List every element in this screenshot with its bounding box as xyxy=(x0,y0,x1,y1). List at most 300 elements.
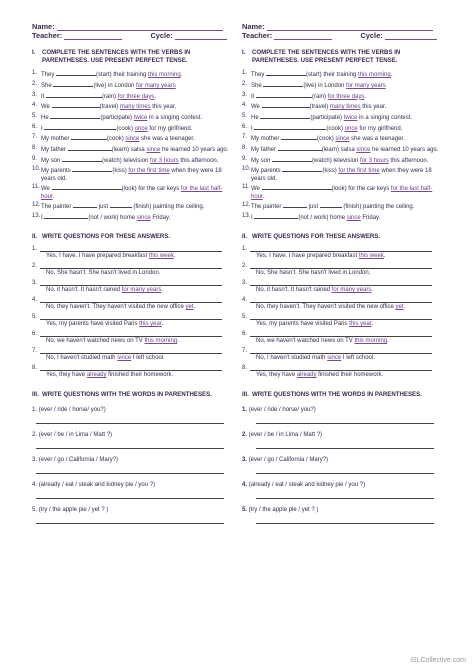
question-answer-line[interactable] xyxy=(250,329,432,337)
teacher-cycle-row xyxy=(242,31,442,40)
question-item xyxy=(242,278,442,295)
exercise-item xyxy=(32,213,232,222)
item-text: (live) in London xyxy=(303,82,347,89)
item-text: No. it hasn't. It hasn't rained xyxy=(46,286,122,293)
answer-blank[interactable] xyxy=(46,92,102,98)
prompt-item xyxy=(242,457,442,474)
item-number: 3. xyxy=(32,279,38,286)
underlined-time-expression: twice xyxy=(343,114,358,121)
given-answer xyxy=(32,337,232,346)
item-text: No. it hasn't. It hasn't rained xyxy=(256,286,332,293)
item-text: No, She hasn't. She hasn't lived in London. xyxy=(256,269,371,276)
answer-blank[interactable] xyxy=(266,70,306,76)
underlined-time-expression: this year xyxy=(349,320,372,327)
question-answer-line[interactable] xyxy=(40,312,222,320)
item-text: Yes, they have xyxy=(256,371,297,378)
item-text: My son xyxy=(251,157,273,164)
item-text: just xyxy=(97,204,110,211)
prompt-words: (already / eat / steak and kidney pie / you ?) xyxy=(248,481,366,488)
cycle-line xyxy=(385,32,437,40)
item-number: 7. xyxy=(242,134,248,141)
item-text: Yes, I have. I have prepared breakfast xyxy=(46,252,149,259)
item-number: 13. xyxy=(32,213,41,220)
item-text: . xyxy=(161,286,164,293)
prompt-item xyxy=(242,507,442,524)
question-item xyxy=(32,295,232,312)
item-text: . xyxy=(52,193,55,200)
item-text: finished their homework. xyxy=(316,371,384,378)
item-number: 4. xyxy=(242,102,248,109)
name-label: Name: xyxy=(242,22,265,31)
underlined-time-expression: many times xyxy=(119,104,151,111)
answer-blank[interactable] xyxy=(254,124,326,130)
item-text: (finish) painting the ceiling. xyxy=(131,204,205,211)
exercise-item xyxy=(242,184,442,201)
given-answer xyxy=(242,269,442,278)
section2-title xyxy=(242,233,442,241)
item-text: (live) in London xyxy=(93,82,137,89)
item-text: Friday. xyxy=(150,215,171,222)
given-answer xyxy=(32,354,232,363)
item-number: 13. xyxy=(242,213,251,220)
section2-heading: WRITE QUESTIONS FOR THESE ANSWERS. xyxy=(42,233,171,241)
item-text: (travel) xyxy=(309,104,330,111)
section1-heading: COMPLETE THE SENTENCES WITH THE VERBS IN PARENTHESES. USE PRESENT PERFECT TENSE. xyxy=(252,49,401,64)
item-text: in a singing contest. xyxy=(357,114,413,121)
question-answer-line[interactable] xyxy=(36,414,224,424)
item-text: (participate) xyxy=(100,114,134,121)
question-item xyxy=(32,278,232,295)
item-text: when they were 18 years old. xyxy=(251,168,432,182)
item-text: for my girlfriend. xyxy=(357,125,403,132)
item-number: 5. xyxy=(242,112,248,119)
underlined-time-expression: this week xyxy=(148,252,174,259)
exercise-item xyxy=(32,102,232,111)
answer-blank[interactable] xyxy=(44,213,88,219)
question-answer-line[interactable] xyxy=(250,312,432,320)
item-text: No, She hasn't. She hasn't lived in London. xyxy=(46,269,161,276)
cycle-line xyxy=(175,32,227,40)
answer-blank[interactable] xyxy=(254,213,298,219)
item-number: 1. xyxy=(242,245,248,252)
name-label: Name: xyxy=(32,22,55,31)
prompt-text xyxy=(242,457,442,464)
question-answer-line[interactable] xyxy=(250,261,432,269)
item-text: No, they haven't. They haven't visited the new office xyxy=(46,303,186,310)
question-item xyxy=(32,346,232,363)
answer-blank[interactable] xyxy=(52,102,100,108)
question-answer-line[interactable] xyxy=(40,278,222,286)
exercise-item xyxy=(32,184,232,201)
item-text: My son xyxy=(41,157,63,164)
prompt-text xyxy=(32,432,232,439)
item-text: We xyxy=(251,104,262,111)
item-text: My parents xyxy=(251,168,283,175)
section2-title xyxy=(32,233,232,241)
item-text: It xyxy=(251,93,257,100)
exercise-item xyxy=(32,134,232,143)
exercise-item xyxy=(32,113,232,122)
item-text: He xyxy=(41,114,51,121)
item-number: 2. xyxy=(242,262,248,269)
site-watermark: iSLCollective.com xyxy=(410,657,466,664)
section3-heading: WRITE QUESTIONS WITH THE WORDS IN PARENTHESES. xyxy=(42,390,212,398)
item-text: Yes, I have. I have prepared breakfast xyxy=(256,252,359,259)
item-number: 4. xyxy=(32,102,38,109)
answer-blank[interactable] xyxy=(320,202,342,208)
item-number: 2. xyxy=(242,80,248,87)
item-text: My parents xyxy=(41,168,73,175)
teacher-label: Teacher: xyxy=(32,31,63,40)
item-text: She xyxy=(251,82,264,89)
prompt-text xyxy=(32,457,232,464)
item-number: 9. xyxy=(32,155,38,162)
item-text: this afternoon. xyxy=(388,157,429,164)
item-text: No, we haven't watched news on TV xyxy=(46,337,145,344)
answer-blank[interactable] xyxy=(272,156,312,162)
given-answer xyxy=(32,303,232,312)
question-item xyxy=(242,329,442,346)
item-number: 2. xyxy=(32,431,38,438)
item-text: No, we haven't watched news on TV xyxy=(256,337,355,344)
item-text: I left school. xyxy=(341,354,375,361)
item-text: . xyxy=(193,303,196,310)
answer-blank[interactable] xyxy=(262,184,332,190)
item-text: . xyxy=(177,337,179,344)
item-text: My mother xyxy=(41,136,72,143)
item-text: (finish) painting the ceiling. xyxy=(341,204,415,211)
answer-blank[interactable] xyxy=(50,113,100,119)
item-number: 6. xyxy=(32,123,38,130)
item-number: 9. xyxy=(242,155,248,162)
exercise-item xyxy=(242,202,442,211)
answer-blank[interactable] xyxy=(44,124,116,130)
item-text: We xyxy=(41,104,52,111)
item-text: . xyxy=(383,252,386,259)
underlined-time-expression: this morning xyxy=(354,337,388,344)
item-number: 5. xyxy=(242,506,248,513)
question-item xyxy=(32,261,232,278)
answer-blank[interactable] xyxy=(263,81,303,87)
item-text: The painter xyxy=(251,204,284,211)
question-answer-line[interactable] xyxy=(250,346,432,354)
item-text: She xyxy=(41,82,54,89)
prompt-words: (ever / go / California / Mary?) xyxy=(248,456,329,463)
question-answer-line[interactable] xyxy=(250,295,432,303)
item-number: 1. xyxy=(242,70,248,77)
given-answer xyxy=(32,269,232,278)
section2-number: II. xyxy=(32,233,38,241)
item-number: 1. xyxy=(32,70,38,77)
prompt-item xyxy=(32,432,232,449)
answer-blank[interactable] xyxy=(56,70,96,76)
item-text: (kiss) xyxy=(112,168,129,175)
exercise-item xyxy=(242,70,442,79)
question-answer-line[interactable] xyxy=(256,414,434,424)
underlined-time-expression: since xyxy=(125,136,140,143)
section3-number: III. xyxy=(32,390,39,398)
answer-blank[interactable] xyxy=(260,113,310,119)
item-number: 5. xyxy=(32,506,38,513)
item-text: (learn) salsa xyxy=(321,147,357,153)
answer-blank[interactable] xyxy=(53,81,93,87)
name-row xyxy=(32,22,232,31)
item-text: (watch) television xyxy=(102,157,151,164)
section3-number: III. xyxy=(242,390,249,398)
prompt-item xyxy=(242,482,442,499)
item-text: My father xyxy=(41,147,68,153)
prompt-text xyxy=(32,507,232,514)
item-number: 7. xyxy=(242,347,248,354)
item-text: The painter xyxy=(41,204,74,211)
underlined-time-expression: for the last half-hour xyxy=(251,186,433,200)
exercise-item xyxy=(32,70,232,79)
prompt-item xyxy=(32,507,232,524)
item-text: Yes, they have xyxy=(46,371,87,378)
section2-list xyxy=(242,244,442,380)
item-text: They xyxy=(251,72,267,79)
question-answer-line[interactable] xyxy=(36,464,224,474)
prompt-text xyxy=(32,482,232,489)
underlined-time-expression: this morning xyxy=(144,337,178,344)
answer-blank[interactable] xyxy=(283,202,307,208)
item-text: this year. xyxy=(360,104,387,111)
answer-blank[interactable] xyxy=(72,166,112,172)
underlined-time-expression: since xyxy=(117,354,132,361)
exercise-item xyxy=(32,81,232,90)
underlined-time-expression: this morning xyxy=(148,72,181,79)
question-answer-line[interactable] xyxy=(256,514,434,524)
prompt-words: (ever / ride / horse/ you?) xyxy=(248,406,316,413)
item-number: 1. xyxy=(32,406,38,413)
question-answer-line[interactable] xyxy=(250,244,432,252)
underlined-time-expression: for the first time xyxy=(128,168,170,175)
item-number: 3. xyxy=(242,456,248,463)
answer-blank[interactable] xyxy=(73,202,97,208)
item-text: (rain) xyxy=(312,93,328,100)
question-answer-line[interactable] xyxy=(36,514,224,524)
item-text: My father xyxy=(251,147,278,153)
section1-title xyxy=(32,49,232,64)
item-text: We xyxy=(41,186,52,193)
item-text: (start) their training xyxy=(96,72,149,79)
section1-number: I. xyxy=(32,49,36,56)
item-number: 3. xyxy=(32,456,38,463)
item-number: 8. xyxy=(32,145,38,151)
question-answer-line[interactable] xyxy=(40,363,222,371)
name-row xyxy=(242,22,442,31)
question-answer-line[interactable] xyxy=(36,439,224,449)
prompt-text xyxy=(242,482,442,489)
question-answer-line[interactable] xyxy=(40,295,222,303)
answer-blank[interactable] xyxy=(68,145,112,151)
answer-blank[interactable] xyxy=(282,166,322,172)
exercise-item xyxy=(242,102,442,111)
question-answer-line[interactable] xyxy=(256,439,434,449)
cycle-label: Cycle: xyxy=(150,31,173,40)
item-text: . xyxy=(387,337,389,344)
item-text: Yes, my parents have visited Paris xyxy=(256,320,350,327)
given-answer xyxy=(242,337,442,346)
underlined-time-expression: for many years xyxy=(121,286,162,293)
underlined-time-expression: for the last half-hour xyxy=(41,186,223,200)
answer-blank[interactable] xyxy=(62,156,102,162)
question-answer-line[interactable] xyxy=(256,489,434,499)
exercise-item xyxy=(32,124,232,133)
item-text: (cook) xyxy=(326,125,345,132)
item-text: this afternoon. xyxy=(178,157,219,164)
item-number: 8. xyxy=(242,364,248,371)
exercise-item xyxy=(32,156,232,165)
item-text: she was a teenager. xyxy=(349,136,405,143)
item-text: for my girlfriend. xyxy=(147,125,193,132)
question-item xyxy=(32,329,232,346)
question-item xyxy=(32,244,232,261)
underlined-time-expression: for 3 hours xyxy=(360,157,389,164)
given-answer xyxy=(242,303,442,312)
prompt-item xyxy=(32,407,232,424)
answer-blank[interactable] xyxy=(52,184,122,190)
item-text: (travel) xyxy=(99,104,120,111)
item-text: . xyxy=(154,93,157,100)
underlined-time-expression: this week xyxy=(358,252,384,259)
item-text: No, I haven't studied math xyxy=(256,354,328,361)
underlined-time-expression: since xyxy=(346,215,361,222)
item-text: (cook) xyxy=(107,136,126,143)
underlined-time-expression: since xyxy=(327,354,342,361)
question-item xyxy=(242,363,442,380)
item-number: 4. xyxy=(242,481,248,488)
item-number: 10. xyxy=(242,166,251,173)
underlined-time-expression: once xyxy=(344,125,358,132)
item-number: 5. xyxy=(32,112,38,119)
teacher-line xyxy=(64,32,122,40)
item-text: It xyxy=(41,93,47,100)
underlined-time-expression: this morning xyxy=(358,72,391,79)
answer-blank[interactable] xyxy=(262,102,310,108)
item-text: . xyxy=(371,286,374,293)
exercise-item xyxy=(242,213,442,222)
item-number: 5. xyxy=(242,313,248,320)
item-text: . xyxy=(161,320,164,327)
underlined-time-expression: for three days xyxy=(327,93,365,100)
given-answer xyxy=(32,252,232,261)
item-number: 2. xyxy=(242,431,248,438)
prompt-text xyxy=(242,432,442,439)
answer-blank[interactable] xyxy=(281,134,317,140)
section3-title xyxy=(32,391,232,399)
item-text: . xyxy=(403,303,406,310)
item-text: when they were 18 years old. xyxy=(41,168,222,182)
prompt-text xyxy=(32,407,232,414)
question-answer-line[interactable] xyxy=(40,346,222,354)
underlined-time-expression: since xyxy=(136,215,151,222)
item-text: (look) for the car keys xyxy=(121,186,181,193)
question-answer-line[interactable] xyxy=(40,244,222,252)
exercise-item xyxy=(242,145,442,154)
item-number: 3. xyxy=(242,279,248,286)
item-number: 6. xyxy=(242,123,248,130)
item-number: 8. xyxy=(32,364,38,371)
prompt-words: (ever / be / in Lima / Matt ?) xyxy=(248,431,323,438)
cycle-label: Cycle: xyxy=(360,31,383,40)
item-text: (kiss) xyxy=(322,168,339,175)
question-answer-line[interactable] xyxy=(40,329,222,337)
item-text: (watch) television xyxy=(312,157,361,164)
section3-list xyxy=(32,407,232,524)
item-text: I xyxy=(251,125,255,132)
answer-blank[interactable] xyxy=(278,145,322,151)
prompt-item xyxy=(32,457,232,474)
underlined-time-expression: for three days xyxy=(117,93,155,100)
item-text: (rain) xyxy=(102,93,118,100)
item-text: (look) for the car keys xyxy=(331,186,391,193)
underlined-time-expression: yet xyxy=(395,303,404,310)
item-text: just xyxy=(307,204,320,211)
prompt-words: (ever / go / California / Mary?) xyxy=(38,456,119,463)
question-answer-line[interactable] xyxy=(250,363,432,371)
item-text: I xyxy=(251,215,255,222)
item-text: (start) their training xyxy=(306,72,359,79)
exercise-item xyxy=(32,166,232,183)
question-answer-line[interactable] xyxy=(250,278,432,286)
answer-blank[interactable] xyxy=(256,92,312,98)
section3-heading: WRITE QUESTIONS WITH THE WORDS IN PARENTHESES. xyxy=(252,390,422,398)
item-number: 10. xyxy=(32,166,41,173)
item-number: 7. xyxy=(32,134,38,141)
prompt-item xyxy=(32,482,232,499)
item-text: I xyxy=(41,125,45,132)
question-item xyxy=(242,261,442,278)
question-answer-line[interactable] xyxy=(36,489,224,499)
question-item xyxy=(242,312,442,329)
question-answer-line[interactable] xyxy=(256,464,434,474)
exercise-item xyxy=(242,92,442,101)
item-text: she was a teenager. xyxy=(139,136,195,143)
item-number: 11. xyxy=(32,184,40,191)
item-text: . xyxy=(390,72,393,79)
question-item xyxy=(242,346,442,363)
given-answer xyxy=(242,320,442,329)
item-text: No, I haven't studied math xyxy=(46,354,118,361)
item-text: . xyxy=(180,72,183,79)
answer-blank[interactable] xyxy=(110,202,132,208)
item-number: 1. xyxy=(242,406,248,413)
item-number: 4. xyxy=(242,296,248,303)
item-text: . xyxy=(364,93,367,100)
item-text: (not / work) home xyxy=(88,215,137,222)
given-answer xyxy=(242,371,442,380)
section1-list xyxy=(32,70,232,222)
question-answer-line[interactable] xyxy=(40,261,222,269)
item-text: I left school. xyxy=(131,354,165,361)
given-answer xyxy=(242,354,442,363)
exercise-item xyxy=(242,124,442,133)
section1-title xyxy=(242,49,442,64)
underlined-time-expression: once xyxy=(134,125,148,132)
item-text: No, they haven't. They haven't visited the new office xyxy=(256,303,396,310)
item-text: . xyxy=(371,320,374,327)
item-text: (participate) xyxy=(310,114,344,121)
exercise-item xyxy=(32,92,232,101)
underlined-time-expression: for many years xyxy=(136,82,176,89)
answer-blank[interactable] xyxy=(71,134,107,140)
section2-heading: WRITE QUESTIONS FOR THESE ANSWERS. xyxy=(252,233,381,241)
prompt-words: (try / the apple pie / yet ? ) xyxy=(38,506,109,513)
item-number: 12. xyxy=(32,202,41,209)
item-number: 5. xyxy=(32,313,38,320)
item-number: 8. xyxy=(242,145,248,151)
